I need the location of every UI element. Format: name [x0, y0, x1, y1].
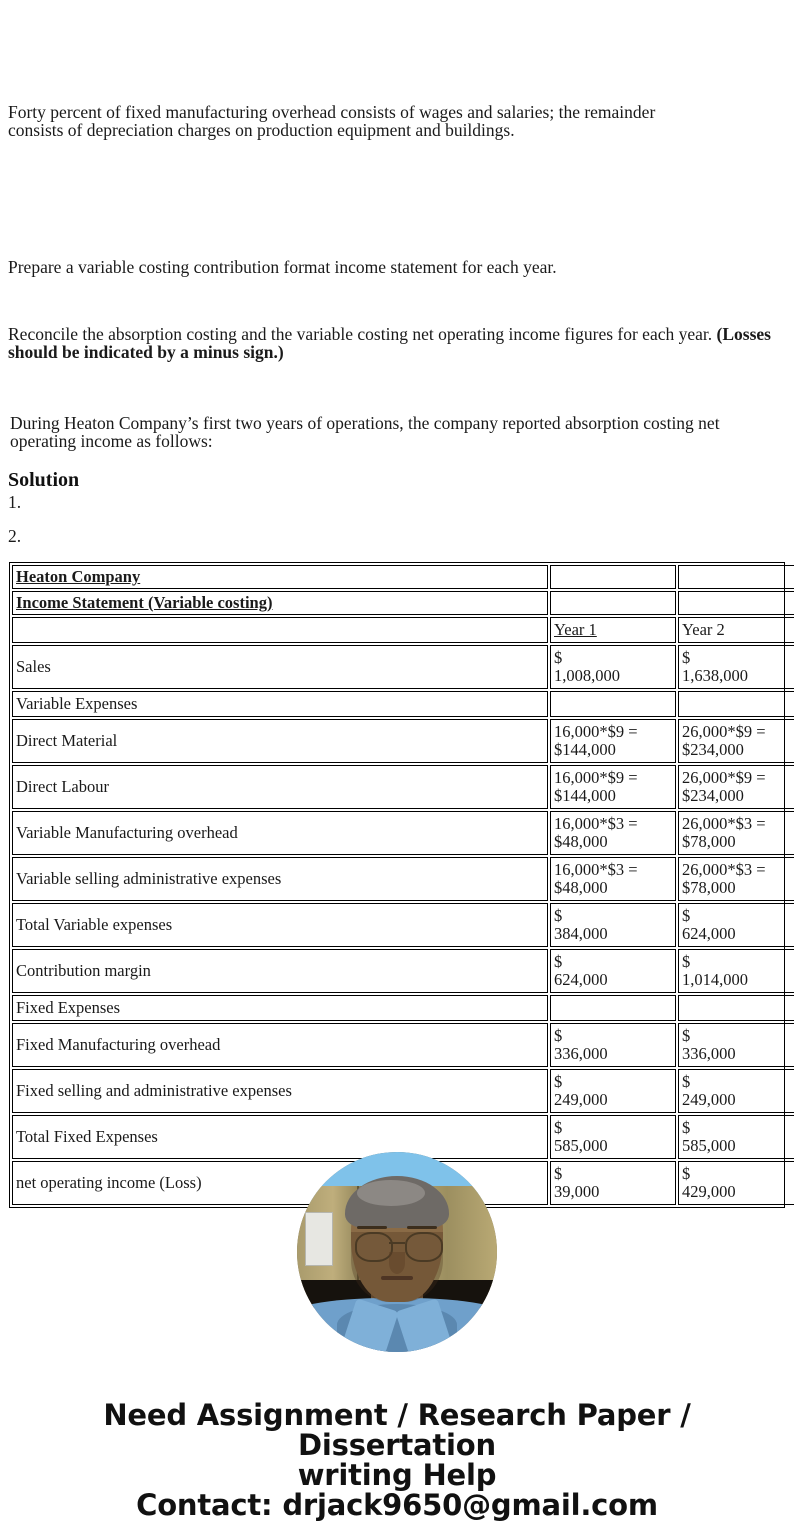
paragraph-prepare: Prepare a variable costing contribution format income statement for each year. — [8, 256, 557, 277]
cell-row-label: Total Fixed Expenses — [12, 1115, 548, 1159]
cell-statement-name — [12, 591, 548, 615]
paragraph-during: During Heaton Company’s first two years of operations, the company reported absorption costing net operating income as follows: — [10, 412, 720, 451]
cell-year1 — [550, 1161, 676, 1205]
year2-value: $234,000 — [682, 740, 744, 759]
paragraph-reconcile-note: (Losses should be indicated by a minus sign.) — [8, 323, 771, 362]
table-row-statement-title — [12, 591, 794, 615]
cell-year2 — [678, 1023, 794, 1067]
cell-year1 — [550, 949, 676, 993]
year2-symbol: 26,000*$9 = — [682, 768, 766, 787]
year2-value: $234,000 — [682, 786, 744, 805]
cell-row-label: Total Variable expenses — [12, 903, 548, 947]
cell-year2 — [678, 1115, 794, 1159]
year2-symbol: $ — [682, 1118, 691, 1137]
cell-year2 — [678, 645, 794, 689]
year1-value: 624,000 — [554, 970, 608, 989]
footer-line-2: writing Help — [297, 1458, 497, 1492]
photo-nose — [389, 1252, 405, 1274]
year1-value: 1,008,000 — [554, 666, 620, 685]
year1-symbol: $ — [554, 952, 563, 971]
cell-year1 — [550, 995, 676, 1021]
cell-header-year1 — [550, 617, 676, 643]
year2-header-text: Year 2 — [682, 620, 725, 639]
year1-symbol: $ — [554, 906, 563, 925]
table-row — [12, 949, 794, 993]
table-row — [12, 719, 794, 763]
year1-value: 39,000 — [554, 1182, 600, 1201]
cell-year1 — [550, 857, 676, 901]
cell-row-label: Contribution margin — [12, 949, 548, 993]
income-statement-table-wrapper — [9, 562, 785, 1208]
paragraph-reconcile — [8, 325, 783, 362]
cell-year1 — [550, 1023, 676, 1067]
cell-year2 — [678, 857, 794, 901]
year1-value: $144,000 — [554, 740, 616, 759]
year2-symbol: $ — [682, 648, 691, 667]
cell-year2 — [678, 903, 794, 947]
footer-line-3: Contact: drjack9650@gmail.com — [136, 1488, 658, 1522]
year1-symbol: $ — [554, 648, 563, 667]
cell-year2 — [678, 765, 794, 809]
year2-value: $78,000 — [682, 878, 736, 897]
year1-value: $48,000 — [554, 878, 608, 897]
cell-company-name — [12, 565, 548, 589]
year2-symbol: $ — [682, 1072, 691, 1091]
cell-year1 — [550, 1115, 676, 1159]
year1-header-text: Year 1 — [554, 620, 597, 639]
year2-symbol: $ — [682, 1164, 691, 1183]
year2-value: 1,638,000 — [682, 666, 748, 685]
cell-row-label: Sales — [12, 645, 548, 689]
year1-symbol: $ — [554, 1118, 563, 1137]
photo-mouth — [381, 1276, 413, 1280]
year2-value: 429,000 — [682, 1182, 736, 1201]
table-row — [12, 903, 794, 947]
photo-hair-highlight — [357, 1180, 425, 1206]
year1-symbol: $ — [554, 1164, 563, 1183]
cell-year2 — [678, 1161, 794, 1205]
cell-row-label: Variable Manufacturing overhead — [12, 811, 548, 855]
cell-header-blank — [12, 617, 548, 643]
avatar — [297, 1152, 497, 1352]
cell-row-label: Fixed Expenses — [12, 995, 548, 1021]
year1-value: 384,000 — [554, 924, 608, 943]
cell-header-year2 — [678, 617, 794, 643]
year2-symbol: $ — [682, 906, 691, 925]
year2-symbol: 26,000*$9 = — [682, 722, 766, 741]
year1-value: 585,000 — [554, 1136, 608, 1155]
photo-eyeglass-right — [405, 1232, 443, 1262]
photo-light-switch — [305, 1212, 333, 1266]
year2-value: $78,000 — [682, 832, 736, 851]
list-item-1: 1. — [8, 492, 22, 512]
list-item-2: 2. — [8, 526, 22, 546]
cell-row-label: Fixed selling and administrative expenses — [12, 1069, 548, 1113]
cell-year1 — [550, 719, 676, 763]
table-row — [12, 995, 794, 1021]
cell-year2 — [678, 1069, 794, 1113]
cell-spacer-y1 — [550, 565, 676, 589]
cell-year2 — [678, 811, 794, 855]
year1-symbol: 16,000*$3 = — [554, 814, 638, 833]
table-row — [12, 765, 794, 809]
year2-value: 249,000 — [682, 1090, 736, 1109]
year1-value: 336,000 — [554, 1044, 608, 1063]
cell-year1 — [550, 691, 676, 717]
footer-banner — [0, 1400, 794, 1520]
paragraph-reconcile-main: Reconcile the absorption costing and the variable costing net operating income figures for each year. — [8, 323, 713, 344]
table-row — [12, 811, 794, 855]
income-statement-table — [10, 563, 794, 1207]
year2-value: 585,000 — [682, 1136, 736, 1155]
table-row — [12, 1023, 794, 1067]
year1-value: 249,000 — [554, 1090, 608, 1109]
cell-year1 — [550, 903, 676, 947]
year2-symbol: 26,000*$3 = — [682, 860, 766, 879]
year2-value: 624,000 — [682, 924, 736, 943]
cell-spacer-y2 — [678, 565, 794, 589]
photo-eyeglass-left — [355, 1232, 393, 1262]
cell-row-label: Direct Material — [12, 719, 548, 763]
cell-row-label: Variable selling administrative expenses — [12, 857, 548, 901]
cell-row-label: Direct Labour — [12, 765, 548, 809]
table-row — [12, 691, 794, 717]
year1-symbol: $ — [554, 1072, 563, 1091]
year2-value: 1,014,000 — [682, 970, 748, 989]
table-row — [12, 645, 794, 689]
paragraph-overhead: Forty percent of fixed manufacturing overhead consists of wages and salaries; the remainder consists of depreciation charges on production equipment and buildings. — [8, 101, 656, 140]
year2-symbol: $ — [682, 952, 691, 971]
cell-year1 — [550, 1069, 676, 1113]
cell-row-label: Fixed Manufacturing overhead — [12, 1023, 548, 1067]
table-row-column-headers — [12, 617, 794, 643]
year1-symbol: 16,000*$3 = — [554, 860, 638, 879]
year1-symbol: 16,000*$9 = — [554, 768, 638, 787]
table-row — [12, 857, 794, 901]
cell-year2 — [678, 995, 794, 1021]
cell-year2 — [678, 949, 794, 993]
cell-year1 — [550, 811, 676, 855]
cell-row-label: Variable Expenses — [12, 691, 548, 717]
cell-year1 — [550, 645, 676, 689]
table-row — [12, 1069, 794, 1113]
cell-spacer2-y2 — [678, 591, 794, 615]
year2-symbol: 26,000*$3 = — [682, 814, 766, 833]
cell-year2 — [678, 719, 794, 763]
year2-value: 336,000 — [682, 1044, 736, 1063]
year1-symbol: $ — [554, 1026, 563, 1045]
cell-year2 — [678, 691, 794, 717]
year1-value: $48,000 — [554, 832, 608, 851]
cell-year1 — [550, 765, 676, 809]
cell-spacer2-y1 — [550, 591, 676, 615]
year2-symbol: $ — [682, 1026, 691, 1045]
table-row-company-title — [12, 565, 794, 589]
year1-symbol: 16,000*$9 = — [554, 722, 638, 741]
company-name-text: Heaton Company — [16, 567, 141, 586]
cell-row-label: net operating income (Loss) — [12, 1161, 548, 1205]
solution-heading: Solution — [8, 468, 80, 491]
photo-eyeglass-bridge — [389, 1242, 405, 1244]
footer-line-1: Need Assignment / Research Paper / Dissertation — [103, 1398, 691, 1462]
statement-name-text: Income Statement (Variable costing) — [16, 593, 273, 612]
photo-eyebrow-left — [357, 1226, 387, 1229]
year1-value: $144,000 — [554, 786, 616, 805]
photo-eyebrow-right — [407, 1226, 437, 1229]
